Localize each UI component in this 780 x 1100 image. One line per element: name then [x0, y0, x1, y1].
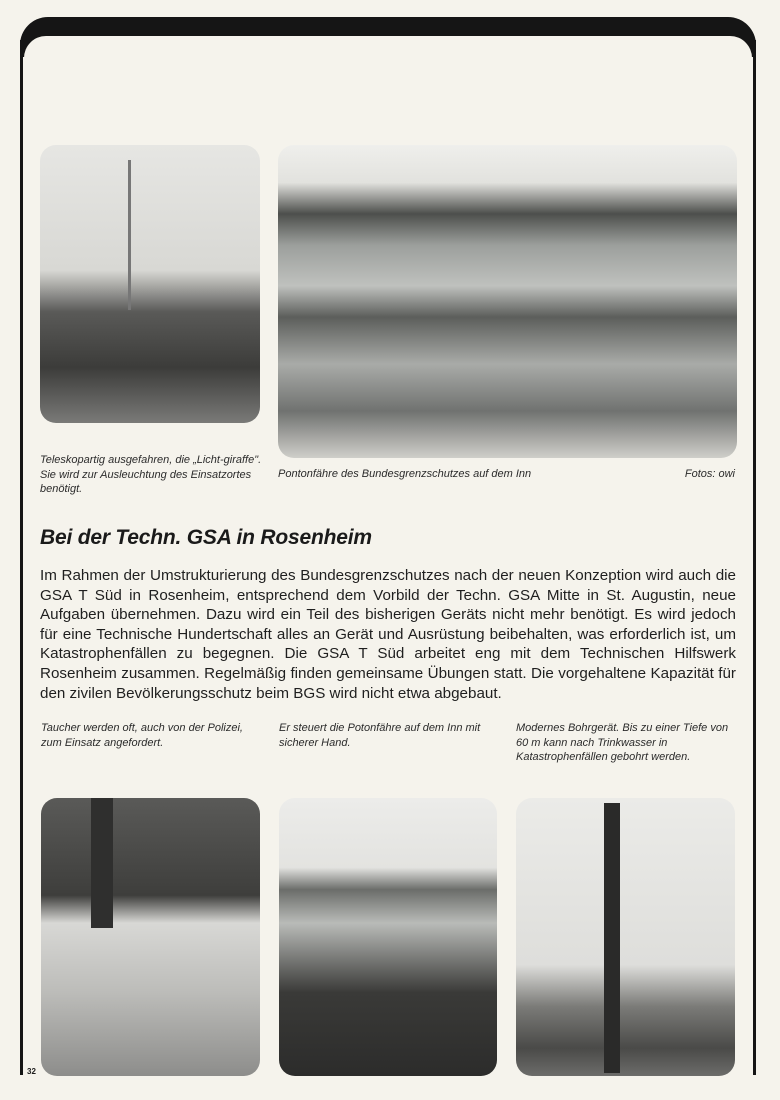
caption-pontonfaehre: Pontonfähre des Bundesgrenzschutzes auf dem Inn [278, 468, 532, 480]
photo-bohrgeraet [516, 798, 735, 1076]
drill-mast [604, 803, 620, 1073]
light-mast [128, 160, 131, 310]
article-body: Im Rahmen der Umstrukturierung des Bundesgrenzschutzes nach der neuen Konzeption wird auch die GSA T Süd in Rosenheim, entsprechend dem Vorbild der Techn. GSA Mitte in St. Augustin, neue Aufgaben übernehmen. Dazu wird ein Teil des bisherigen Geräts nicht mehr benötigt. Es wird jedoch für eine Technische Hundertschaft alles an Gerät und Ausrüstung beibehalten, was erforderlich ist, um Katastrophenfällen zu begegnen. Die GSA T Süd arbeitet eng mit dem Technischen Hilfswerk Rosenheim zusammen. Regelmäßig finden gemeinsame Übungen statt. Die vorgehaltene Kapazität für den zivilen Bevölkerungsschutz beim BGS wird nicht etwa abgebaut. [40, 567, 736, 702]
photo-pontonfaehre [278, 145, 737, 458]
article-heading: Bei der Techn. GSA in Rosenheim [40, 526, 372, 549]
caption-bohrgeraet: Modernes Bohrgerät. Bis zu einer Tiefe von 60 m kann nach Trinkwasser in Katastrophenfällen gebohrt werden. [516, 722, 729, 763]
photo-steuermann [279, 798, 497, 1076]
page-left-border [20, 40, 23, 1075]
caption-steuert: Er steuert die Potonfähre auf dem Inn mit sicherer Hand. [279, 722, 481, 749]
photo-lichtgiraffe [40, 145, 260, 423]
photo-credit: Fotos: owi [684, 468, 735, 480]
pole [91, 798, 113, 928]
caption-taucher: Taucher werden oft, auch von der Polizei, zum Einsatz angefordert. [41, 722, 243, 749]
photo-taucher [41, 798, 260, 1076]
page-right-border [753, 40, 756, 1075]
caption-lichtgiraffe: Teleskopartig ausgefahren, die „Licht-giraffe". Sie wird zur Ausleuchtung des Einsatzortes benötigt. [40, 454, 262, 495]
page-number: 32 [27, 1067, 36, 1076]
page-top-inner [24, 36, 752, 66]
